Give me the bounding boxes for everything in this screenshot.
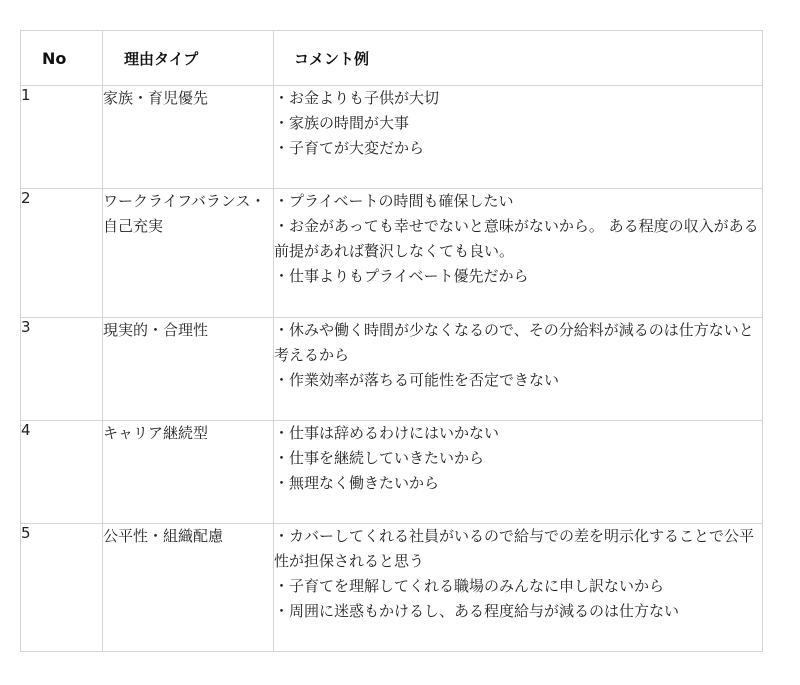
table-row xyxy=(21,421,763,524)
row-number: 2 xyxy=(21,189,103,318)
table-row xyxy=(21,189,763,318)
row-number: 5 xyxy=(21,524,103,652)
comment-item: ・仕事よりもプライベート優先だから xyxy=(274,267,529,285)
reason-type: 家族・育児優先 xyxy=(103,86,274,189)
comment-item: ・休みや働く時間が少なくなるので、その分給料が減るのは仕方ないと考えるから xyxy=(274,321,754,364)
table-row xyxy=(21,524,763,652)
comment-item: ・仕事は辞めるわけにはいかない xyxy=(274,424,500,442)
comment-item: ・プライベートの時間も確保したい xyxy=(274,192,514,210)
comment-item: ・周囲に迷惑もかけるし、ある程度給与が減るのは仕方ない xyxy=(274,602,680,620)
reason-type: キャリア継続型 xyxy=(103,421,274,524)
reason-type: 現実的・合理性 xyxy=(103,318,274,421)
table-row xyxy=(21,86,763,189)
table-header-row xyxy=(21,31,763,86)
comment-list xyxy=(274,86,763,189)
header-comment-example: コメント例 xyxy=(274,31,763,86)
header-no: No xyxy=(21,31,103,86)
header-reason-type: 理由タイプ xyxy=(103,31,274,86)
row-number: 1 xyxy=(21,86,103,189)
comment-item: ・お金があっても幸せでないと意味がないから。 ある程度の収入がある前提があれば贅沢しなくても良い。 xyxy=(274,217,759,260)
comment-item: ・作業効率が落ちる可能性を否定できない xyxy=(274,371,560,389)
comment-item: ・カバーしてくれる社員がいるので給与での差を明示化することで公平性が担保されると思う xyxy=(274,527,755,570)
comment-item: ・仕事を継続していきたいから xyxy=(274,449,485,467)
comment-item: ・家族の時間が大事 xyxy=(274,114,410,132)
comment-item: ・子育てが大変だから xyxy=(274,139,425,157)
reason-type: 公平性・組織配慮 xyxy=(103,524,274,652)
comment-item: ・子育てを理解してくれる職場のみんなに申し訳ないから xyxy=(274,577,665,595)
row-number: 3 xyxy=(21,318,103,421)
comment-list xyxy=(274,318,763,421)
comment-list xyxy=(274,524,763,652)
comment-item: ・無理なく働きたいから xyxy=(274,474,440,492)
comment-list xyxy=(274,421,763,524)
comment-item: ・お金よりも子供が大切 xyxy=(274,89,440,107)
table-row xyxy=(21,318,763,421)
reason-table xyxy=(20,30,763,652)
reason-type: ワークライフバランス・自己充実 xyxy=(103,189,274,318)
comment-list xyxy=(274,189,763,318)
row-number: 4 xyxy=(21,421,103,524)
